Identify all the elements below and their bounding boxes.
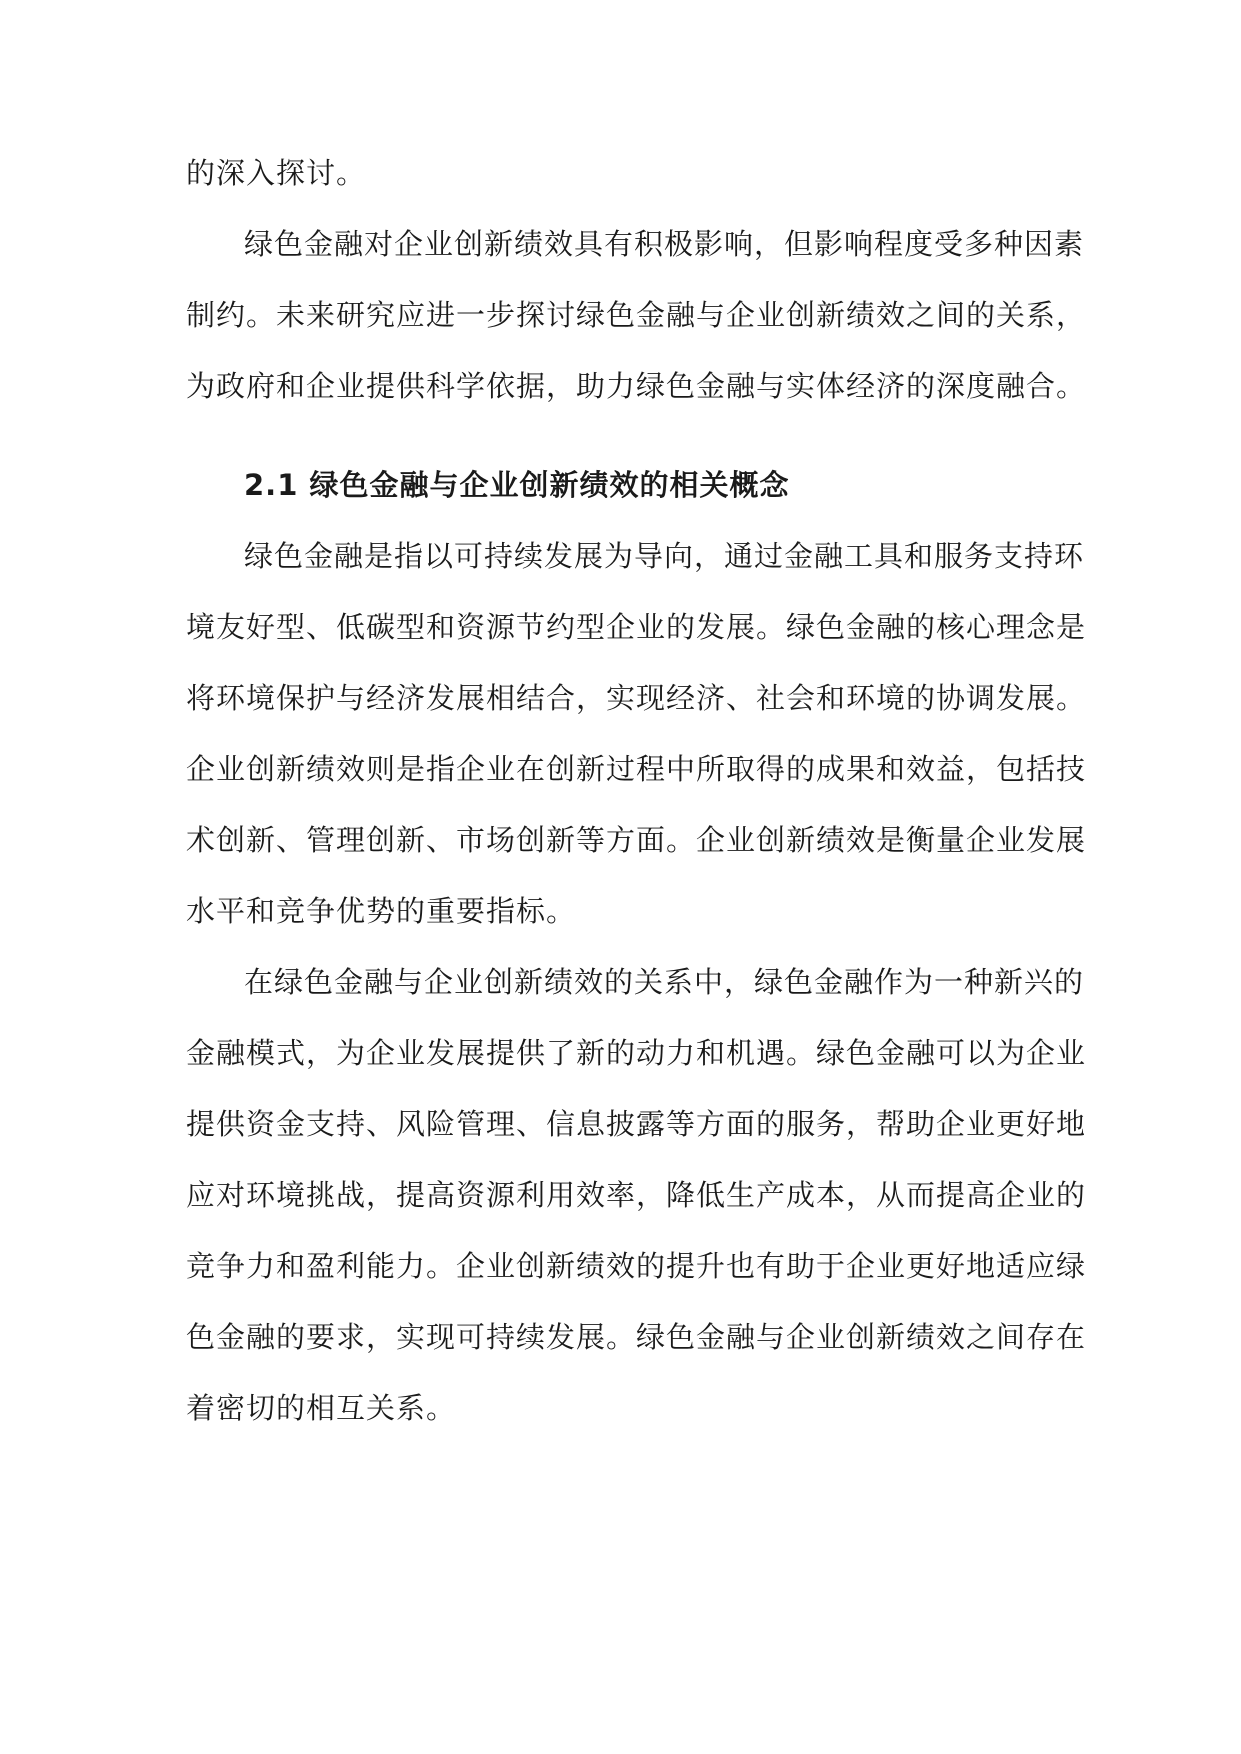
text-line: 境友好型、低碳型和资源节约型企业的发展。绿色金融的核心理念是 xyxy=(186,610,1087,644)
paragraph-relationship xyxy=(186,947,1087,1444)
text-line: 着密切的相互关系。 xyxy=(186,1391,457,1425)
section-heading: 2.1 绿色金融与企业创新绩效的相关概念 xyxy=(244,468,790,502)
text-line: 制约。未来研究应进一步探讨绿色金融与企业创新绩效之间的关系， xyxy=(186,298,1087,332)
text-line: 的深入探讨。 xyxy=(186,156,367,190)
document-body xyxy=(186,138,1087,1444)
text-line: 为政府和企业提供科学依据，助力绿色金融与实体经济的深度融合。 xyxy=(186,369,1087,403)
text-line: 提供资金支持、风险管理、信息披露等方面的服务，帮助企业更好地 xyxy=(186,1107,1087,1141)
text-line: 将环境保护与经济发展相结合，实现经济、社会和环境的协调发展。 xyxy=(186,681,1087,715)
text-line: 应对环境挑战，提高资源利用效率，降低生产成本，从而提高企业的 xyxy=(186,1178,1087,1212)
text-line: 金融模式，为企业发展提供了新的动力和机遇。绿色金融可以为企业 xyxy=(186,1036,1087,1070)
paragraph-continuation xyxy=(186,138,1054,209)
paragraph-concepts xyxy=(186,521,1087,947)
text-line: 竞争力和盈利能力。企业创新绩效的提升也有助于企业更好地适应绿 xyxy=(186,1249,1087,1283)
text-line: 色金融的要求，实现可持续发展。绿色金融与企业创新绩效之间存在 xyxy=(186,1320,1087,1354)
paragraph-summary xyxy=(186,209,1087,422)
text-line: 企业创新绩效则是指企业在创新过程中所取得的成果和效益，包括技 xyxy=(186,752,1087,786)
text-line: 绿色金融对企业创新绩效具有积极影响，但影响程度受多种因素 xyxy=(244,227,1085,261)
text-line: 在绿色金融与企业创新绩效的关系中，绿色金融作为一种新兴的 xyxy=(244,965,1085,999)
text-line: 术创新、管理创新、市场创新等方面。企业创新绩效是衡量企业发展 xyxy=(186,823,1087,857)
text-line: 水平和竞争优势的重要指标。 xyxy=(186,894,577,928)
text-line: 绿色金融是指以可持续发展为导向，通过金融工具和服务支持环 xyxy=(244,539,1085,573)
